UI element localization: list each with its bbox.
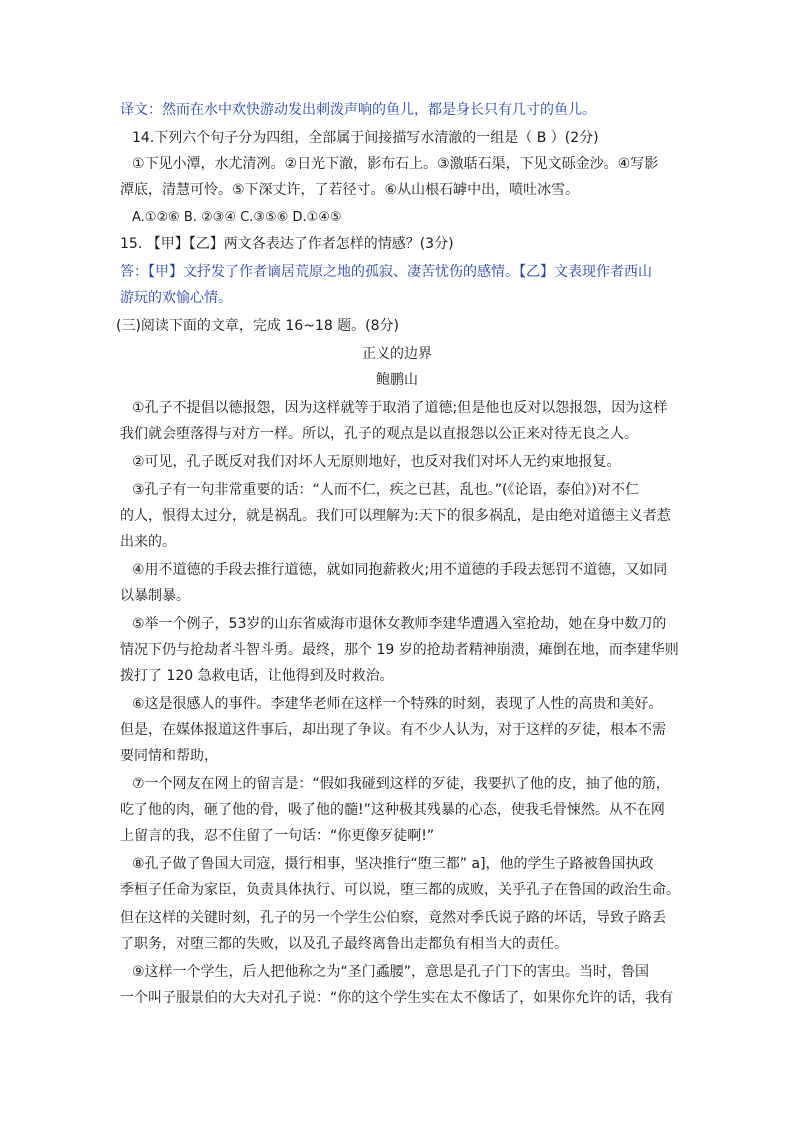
question-14-options: A.①②⑥ B. ②③④ C.③⑤⑥ D.①④⑤ (132, 210, 342, 225)
section-3-heading: (三)阅读下面的文章，完成 16~18 题。(8分) (116, 318, 400, 334)
question-15-answer-line-2: 游玩的欢愉心情。 (120, 290, 232, 306)
question-14-sentences-line-2: 潭底，清慧可怜。⑤下深丈许，了若径寸。⑥从山根石罅中出，喷吐冰雪。 (120, 182, 580, 198)
article-author: 鲍鹏山 (376, 372, 418, 388)
article-line: ⑧孔子做了鲁国大司寇，摄行相事，坚决推行“堕三都” a]，他的学生子路被鲁国执政 (132, 856, 654, 872)
article-line: 我们就会堕落得与对方一样。所以，孔子的观点是以直报怨以公正来对待无良之人。 (120, 426, 638, 442)
article-line: ⑥这是很感人的事件。李建华老师在这样一个特殊的时刻，表现了人性的高贵和美好。 (132, 696, 663, 712)
article-line: 拨打了 120 急救电话，让他得到及时救治。 (120, 668, 394, 684)
translation-text: 译文：然而在水中欢快游动发出刺泼声响的鱼儿，都是身长只有几寸的鱼儿。 (120, 102, 596, 118)
article-line: 一个叫子服景伯的大夫对孔子说：“你的这个学生实在太不像话了，如果你允许的话，我有 (120, 990, 674, 1006)
article-line: 的人，恨得太过分，就是祸乱。我们可以理解为:天下的很多祸乱，是由绝对道德主义者惹 (120, 508, 671, 524)
article-line: 但在这样的关键时刻，孔子的另一个学生公伯察，竟然对季氏说子路的坏话，导致子路丢 (120, 910, 666, 926)
article-line: ⑨这样一个学生，后人把他称之为“圣门蟊腰”，意思是孔子门下的害虫。当时，鲁国 (132, 964, 650, 980)
article-line: 吃了他的肉，砸了他的骨，吸了他的髓!”这种极其残暴的心态，使我毛骨悚然。从不在网 (120, 802, 665, 818)
article-line: ⑦一个网友在网上的留言是：“假如我碰到这样的歹徒，我要扒了他的皮，抽了他的筋， (132, 776, 670, 792)
article-line: 了职务，对堕三都的失败，以及孔子最终离鲁出走都负有相当大的责任。 (120, 936, 568, 952)
article-line: 以暴制暴。 (120, 588, 190, 604)
article-line: 季桓子任命为家臣，负责具体执行、可以说，堕三都的成败，关乎孔子在鲁国的政治生命。 (120, 882, 680, 898)
article-title: 正义的边界 (362, 346, 432, 362)
article-line: ⑤举一个例子，53岁的山东省威海市退休女教师李建华遭遇入室抢劫，她在身中数刀的 (132, 616, 667, 632)
article-line: 出来的。 (120, 534, 176, 550)
article-line: ②可见，孔子既反对我们对坏人无原则地好，也反对我们对坏人无约束地报复。 (132, 454, 621, 470)
question-14-stem: 14.下列六个句子分为四组，全部属于间接描写水清澈的一组是（ B ）(2分) (132, 130, 599, 146)
article-line: 但是，在媒体报道这件事后，却出现了争议。有不少人认为，对于这样的歹徒，根本不需 (120, 722, 666, 738)
article-line: 要同情和帮助， (120, 748, 218, 764)
article-line: ④用不道德的手段去推行道德，就如同抱薪救火;用不道德的手段去惩罚不道德，又如同 (132, 562, 668, 578)
article-line: 情况下仍与抢劫者斗智斗勇。最终，那个 19 岁的抢劫者精神崩溃，瘫倒在地，而李建华则 (120, 642, 679, 658)
question-14-sentences-line-1: ①下见小潭，水尤清冽。②日光下澈，影布石上。③激聒石渠，下见文砾金沙。④写影 (132, 156, 659, 172)
article-line: ③孔子有一句非常重要的话：“人而不仁，疾之已甚，乱也。”(《论语，泰伯》)对不仁 (132, 482, 639, 498)
article-line: ①孔子不提倡以德报怨，因为这样就等于取消了道德;但是他也反对以怨报怨，因为这样 (132, 400, 668, 416)
question-15-answer-line-1: 答：【甲】文抒发了作者谪居荒原之地的孤寂、凄苦忧伤的感情。【乙】文表现作者西山 (120, 264, 652, 280)
article-line: 上留言的我，忍不住留了一句话：“你更像歹徒啊!” (120, 828, 435, 844)
question-15-stem: 15. 【甲】【乙】两文各表达了作者怎样的情感？(3分) (120, 236, 454, 252)
